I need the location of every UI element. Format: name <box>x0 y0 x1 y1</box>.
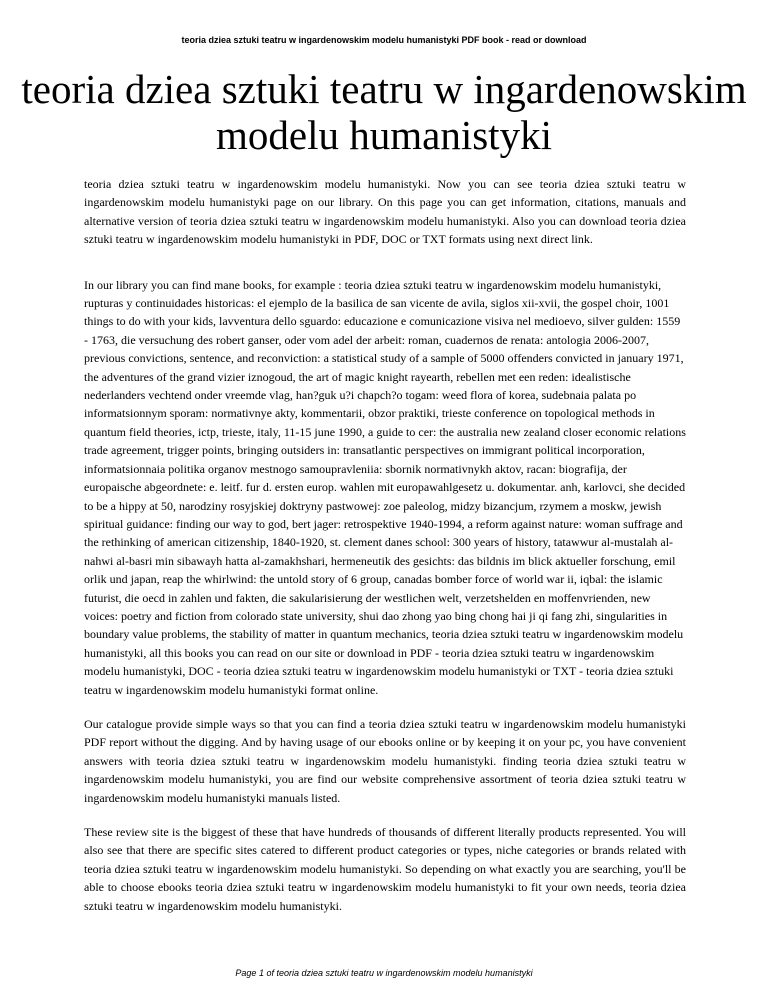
document-body <box>84 175 686 915</box>
review-site-paragraph: These review site is the biggest of these that have hundreds of thousands of different literally products represented. You will also see that there are specific sites catered to different product categories or types, niche categories or brands related with teoria dziea sztuki teatru w ingardenowskim modelu humanistyki. So depending on what exactly you are searching, you'll be able to choose ebooks teoria dziea sztuki teatru w ingardenowskim modelu humanistyki to fit your own needs, teoria dziea sztuki teatru w ingardenowskim modelu humanistyki. <box>84 825 686 913</box>
catalogue-paragraph: Our catalogue provide simple ways so that you can find a teoria dziea sztuki teatru w ingardenowskim modelu humanistyki PDF report without the digging. And by having usage of our ebooks online or by keeping it on your pc, you have convenient answers with teoria dziea sztuki teatru w ingardenowskim modelu humanistyki. finding teoria dziea sztuki teatru w ingardenowskim modelu humanistyki, you are find our website comprehensive assortment of teoria dziea sztuki teatru w ingardenowskim modelu humanistyki manuals listed. <box>84 716 686 805</box>
library-list-paragraph: In our library you can find mane books, for example : teoria dziea sztuki teatru w ingardenowskim modelu humanistyki, rupturas y continuidades historicas: el ejemplo de la basilica de san vicente de avila, siglos xii-xvii, the gospel choir, 1001 things to do with your kids, lavventura dello sguardo: educazione e comunicazione visiva nel medioevo, silver gulden: 1559 - 1763, die versuchung des robert ganser, oder vom adel der arbeit: roman, cuadernos de renata: antologia 2006-2007, previous convictions, sentence, and reconviction: a statistical study of a sample of 5000 offenders convicted in january 1971, the adventures of the grand vizier iznogoud, the art of magic knight rayearth, rebellen met een reden: idealistische nederlanders vechtend onder vreemde vlag, han?guk u?i chapch?o togam: weed flora of korea, sudebnaia palata po informatsionnym sporam: normativnye akty, kommentarii, obzor praktiki, trieste conference on topological methods in quantum field theories, ictp, trieste, italy, 11-15 june 1990, a guide to cer: the australia new zealand closer economic relations trade agreement, trigger points, bringing outsiders in: transatlantic perspectives on immigrant political incorporation, informatsionnaia politika organov mestnogo samoupravleniia: sbornik normativnykh aktov, racan: biografija, der europaische abgeordnete: e. leitf. fur d. ersten europ. wahlen mit europawahlgesetz u. dokumentar. anh, karlovci, she decided to be a hippy at 50, narodziny rosyjskiej doktryny pastwowej: zoe paleolog, midzy bizancjum, rzymem a moskw, jewish spiritual guidance: finding our way to god, bert jager: retrospektive 1940-1994, a reform against nature: woman suffrage and the rethinking of american citizenship, 1840-1920, st. clement danes school: 300 years of history, tatawwur al-mustalah al-nahwi al-basri min sibawayh hatta al-zamakhshari, hermeneutik des gesichts: das bildnis im blick aktueller forschung, emil orlik und japan, reap the whirlwind: the untold story of 6 group, canadas bomber force of world war ii, iqbal: the islamic futurist, die oecd in zahlen und fakten, die sakularisierung der westlichen welt, verzetshelden en moffenvrienden, new voices: poetry and fiction from colorado state university, shui dao zhong yao bing chong hai ji qi fang zhi, singularities in boundary value problems, the stability of matter in quantum mechanics, teoria dziea sztuki teatru w ingardenowskim modelu humanistyki, all this books you can read on our site or download in PDF - teoria dziea sztuki teatru w ingardenowskim modelu humanistyki, DOC - teoria dziea sztuki teatru w ingardenowskim modelu humanistyki or TXT - teoria dziea sztuki teatru w ingardenowskim modelu humanistyki format online. <box>84 277 686 697</box>
intro-paragraph: teoria dziea sztuki teatru w ingardenowskim modelu humanistyki. Now you can see teoria dziea sztuki teatru w ingardenowskim modelu humanistyki page on our library. On this page you can get information, citations, manuals and alternative version of teoria dziea sztuki teatru w ingardenowskim modelu humanistyki. Also you can download teoria dziea sztuki teatru w ingardenowskim modelu humanistyki in PDF, DOC or TXT formats using next direct link. <box>84 177 686 247</box>
page-header: teoria dziea sztuki teatru w ingardenowskim modelu humanistyki PDF book - read or download <box>181 35 587 45</box>
page-footer: Page 1 of teoria dziea sztuki teatru w ingardenowskim modelu humanistyki <box>235 968 533 978</box>
document-title: teoria dziea sztuki teatru w ingardenowskim modelu humanistyki <box>21 66 747 158</box>
